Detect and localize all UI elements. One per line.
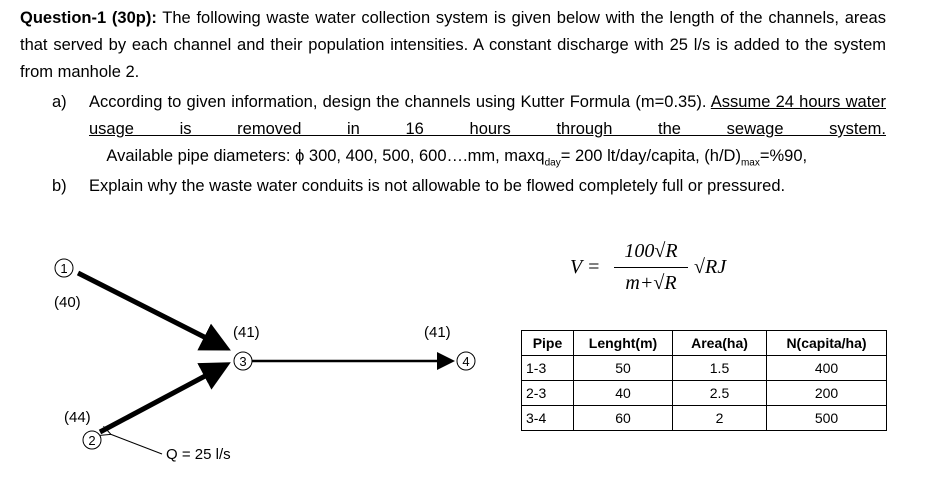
item-a-text-after2: = 200 lt/day/capita, (h/D) bbox=[560, 147, 741, 165]
table-header-row bbox=[522, 331, 887, 356]
node-1-elevation: (40) bbox=[54, 294, 81, 311]
question-intro-text: The following waste water collection system is given below with the length of the channels, areas that served by each channel and their population intensities. A constant discharge with 25 l/s is added to the system from manhole 2. bbox=[20, 9, 886, 81]
node-4-label: 4 bbox=[462, 354, 470, 369]
table-cell: 3-4 bbox=[522, 406, 574, 431]
item-b-text: Explain why the waste water conduits is not allowable to be flowed completely full or pressured. bbox=[89, 177, 786, 195]
table-cell: 200 bbox=[767, 381, 887, 406]
table-cell: 60 bbox=[574, 406, 673, 431]
formula-factor: √RJ bbox=[694, 256, 727, 278]
table-header-pipe: Pipe bbox=[522, 331, 574, 356]
kutter-formula bbox=[570, 236, 760, 306]
node-4-elevation: (41) bbox=[424, 324, 451, 341]
table-header-area: Area(ha) bbox=[673, 331, 767, 356]
node-3-label: 3 bbox=[239, 354, 247, 369]
inflow-label: Q = 25 l/s bbox=[166, 446, 231, 463]
table-header-population: N(capita/ha) bbox=[767, 331, 887, 356]
table-row bbox=[522, 356, 887, 381]
item-a-text-plain: According to given information, design the channels using Kutter Formula (m=0.35). bbox=[89, 93, 711, 111]
table-row bbox=[522, 406, 887, 431]
table-row bbox=[522, 381, 887, 406]
node-1-label: 1 bbox=[60, 261, 68, 276]
pipe-2-3 bbox=[100, 367, 222, 432]
table-cell: 400 bbox=[767, 356, 887, 381]
pipe-1-3 bbox=[78, 273, 222, 346]
formula-fraction-bar bbox=[614, 267, 688, 268]
formula-numerator: 100√R bbox=[624, 240, 678, 262]
node-2 bbox=[83, 431, 101, 449]
table-cell: 500 bbox=[767, 406, 887, 431]
item-a-text-after3: =%90, bbox=[759, 147, 808, 165]
node-3 bbox=[234, 352, 252, 370]
node-2-label: 2 bbox=[88, 433, 96, 448]
table-cell: 40 bbox=[574, 381, 673, 406]
item-a-sub-day: day bbox=[544, 157, 561, 169]
table-cell: 2-3 bbox=[522, 381, 574, 406]
question-heading: Question-1 (30p): bbox=[20, 9, 157, 27]
table-header-length: Lenght(m) bbox=[574, 331, 673, 356]
table-cell: 2 bbox=[673, 406, 767, 431]
item-a-text-after: Available pipe diameters: ϕ 300, 400, 500, 600….mm, maxq bbox=[89, 147, 545, 165]
item-a-text-underlined: Assume 24 hours water usage is removed in 16 hours through the sewage system. bbox=[89, 93, 886, 138]
table-cell: 50 bbox=[574, 356, 673, 381]
inflow-arrow bbox=[110, 434, 162, 454]
table-cell: 2.5 bbox=[673, 381, 767, 406]
node-4 bbox=[457, 352, 475, 370]
node-1 bbox=[55, 259, 73, 277]
pipe-table bbox=[521, 330, 887, 431]
item-a-label: a) bbox=[52, 93, 67, 111]
node-3-elevation: (41) bbox=[233, 324, 260, 341]
pipe-3-4-arrowhead bbox=[437, 352, 455, 370]
item-b-label: b) bbox=[52, 177, 67, 195]
table-cell: 1.5 bbox=[673, 356, 767, 381]
table-cell: 1-3 bbox=[522, 356, 574, 381]
node-2-elevation: (44) bbox=[64, 409, 91, 426]
item-a-sub-max: max bbox=[740, 157, 760, 169]
formula-denominator: m+√R bbox=[625, 272, 677, 294]
formula-lhs: V = bbox=[570, 256, 601, 278]
